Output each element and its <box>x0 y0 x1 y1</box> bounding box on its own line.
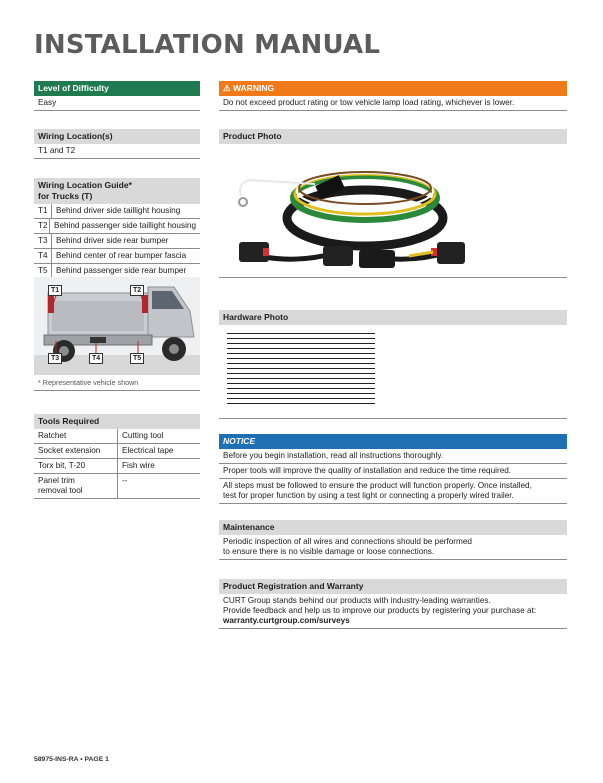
cable-tie-icon <box>227 368 375 369</box>
registration-link[interactable]: warranty.curtgroup.com/surveys <box>223 616 350 625</box>
notice-row-line1: All steps must be followed to ensure the product will function properly. Once installed, <box>223 481 532 490</box>
guide-code: T5 <box>34 264 52 278</box>
difficulty-value: Easy <box>34 96 200 111</box>
notice-header: NOTICE <box>219 434 567 449</box>
cable-tie-icon <box>227 398 375 399</box>
difficulty-header: Level of Difficulty <box>34 81 200 96</box>
maintenance-section <box>219 520 567 560</box>
cable-tie-icon <box>227 338 375 339</box>
maintenance-header: Maintenance <box>219 520 567 535</box>
wiring-guide-header-line1: Wiring Location Guide* <box>38 180 132 190</box>
cable-tie-icon <box>227 373 375 374</box>
wiring-guide-section <box>34 178 200 279</box>
tool-name: Fish wire <box>122 461 155 470</box>
tools-row <box>34 474 200 499</box>
truck-note: * Representative vehicle shown <box>34 375 200 391</box>
cable-tie-icon <box>227 403 375 404</box>
wiring-location-section <box>34 129 200 159</box>
maintenance-line2: to ensure there is no visible damage or loose connections. <box>223 547 435 556</box>
registration-header: Product Registration and Warranty <box>219 579 567 594</box>
maintenance-text <box>219 535 567 560</box>
guide-desc: Behind center of rear bumper fascia <box>56 251 187 260</box>
hardware-photo-header: Hardware Photo <box>219 310 567 325</box>
tool-name: Socket extension <box>34 444 118 458</box>
registration-line2: Provide feedback and help us to improve our products by registering your purchase at: <box>223 606 537 615</box>
product-photo-header: Product Photo <box>219 129 567 144</box>
truck-diagram-section <box>34 277 200 391</box>
wiring-location-value: T1 and T2 <box>34 144 200 159</box>
guide-code: T4 <box>34 249 52 263</box>
tool-name: Torx bit, T-20 <box>34 459 118 473</box>
tools-row <box>34 444 200 459</box>
notice-row: Proper tools will improve the quality of installation and reduce the time required. <box>219 464 567 479</box>
warning-header <box>219 81 567 96</box>
guide-code: T1 <box>34 204 52 218</box>
notice-section <box>219 434 567 504</box>
tool-name <box>34 474 118 498</box>
cable-tie-icon <box>227 383 375 384</box>
tool-name-line2: removal tool <box>38 486 83 495</box>
registration-text <box>219 594 567 629</box>
cable-tie-icon <box>227 343 375 344</box>
truck-label-t2: T2 <box>130 285 144 296</box>
wiring-guide-header <box>34 178 200 204</box>
product-photo <box>219 144 567 278</box>
tool-name: Cutting tool <box>122 431 164 440</box>
guide-code: T3 <box>34 234 52 248</box>
wiring-guide-header-line2: for Trucks (T) <box>38 191 93 201</box>
tools-header: Tools Required <box>34 414 200 429</box>
hardware-photo-section <box>219 310 567 419</box>
tools-section <box>34 414 200 499</box>
wiring-harness-illustration <box>219 144 567 278</box>
cable-tie-icon <box>227 333 375 334</box>
tool-name-line1: Panel trim <box>38 476 75 485</box>
truck-image <box>34 277 200 375</box>
guide-row <box>34 219 200 234</box>
hardware-photo <box>219 325 567 419</box>
truck-label-t5: T5 <box>130 353 144 364</box>
product-photo-section <box>219 129 567 278</box>
registration-section <box>219 579 567 629</box>
guide-desc: Behind passenger side rear bumper <box>56 266 187 275</box>
guide-desc: Behind driver side taillight housing <box>56 206 181 215</box>
notice-row <box>219 479 567 504</box>
guide-row <box>34 234 200 249</box>
warning-section <box>219 81 567 111</box>
warning-icon: ⚠ <box>223 83 233 93</box>
guide-code: T2 <box>34 219 50 233</box>
cable-tie-icon <box>227 393 375 394</box>
tool-name: Electrical tape <box>122 446 174 455</box>
page-title: INSTALLATION MANUAL <box>34 30 381 60</box>
tools-row <box>34 459 200 474</box>
guide-row <box>34 204 200 219</box>
notice-row-line2: test for proper function by using a test light or connecting a properly wired trailer. <box>223 491 514 500</box>
tool-name: Ratchet <box>34 429 118 443</box>
page-footer: 58975-INS-RA • PAGE 1 <box>34 756 109 763</box>
wiring-location-header: Wiring Location(s) <box>34 129 200 144</box>
cable-tie-icon <box>227 358 375 359</box>
guide-desc: Behind passenger side taillight housing <box>53 221 196 230</box>
guide-desc: Behind driver side rear bumper <box>56 236 169 245</box>
registration-line1: CURT Group stands behind our products with industry-leading warranties. <box>223 596 491 605</box>
tool-name: -- <box>122 476 128 485</box>
cable-tie-icon <box>227 348 375 349</box>
maintenance-line1: Periodic inspection of all wires and connections should be performed <box>223 537 472 546</box>
cable-tie-icon <box>227 388 375 389</box>
warning-header-label: WARNING <box>232 83 275 93</box>
guide-row <box>34 249 200 264</box>
cable-tie-icon <box>227 363 375 364</box>
truck-label-t4: T4 <box>89 353 103 364</box>
difficulty-section <box>34 81 200 111</box>
truck-label-t3: T3 <box>48 353 62 364</box>
cable-tie-icon <box>227 353 375 354</box>
cable-tie-icon <box>227 378 375 379</box>
notice-row: Before you begin installation, read all instructions thoroughly. <box>219 449 567 464</box>
tools-row <box>34 429 200 444</box>
truck-label-t1: T1 <box>48 285 62 296</box>
warning-text: Do not exceed product rating or tow vehicle lamp load rating, whichever is lower. <box>219 96 567 111</box>
